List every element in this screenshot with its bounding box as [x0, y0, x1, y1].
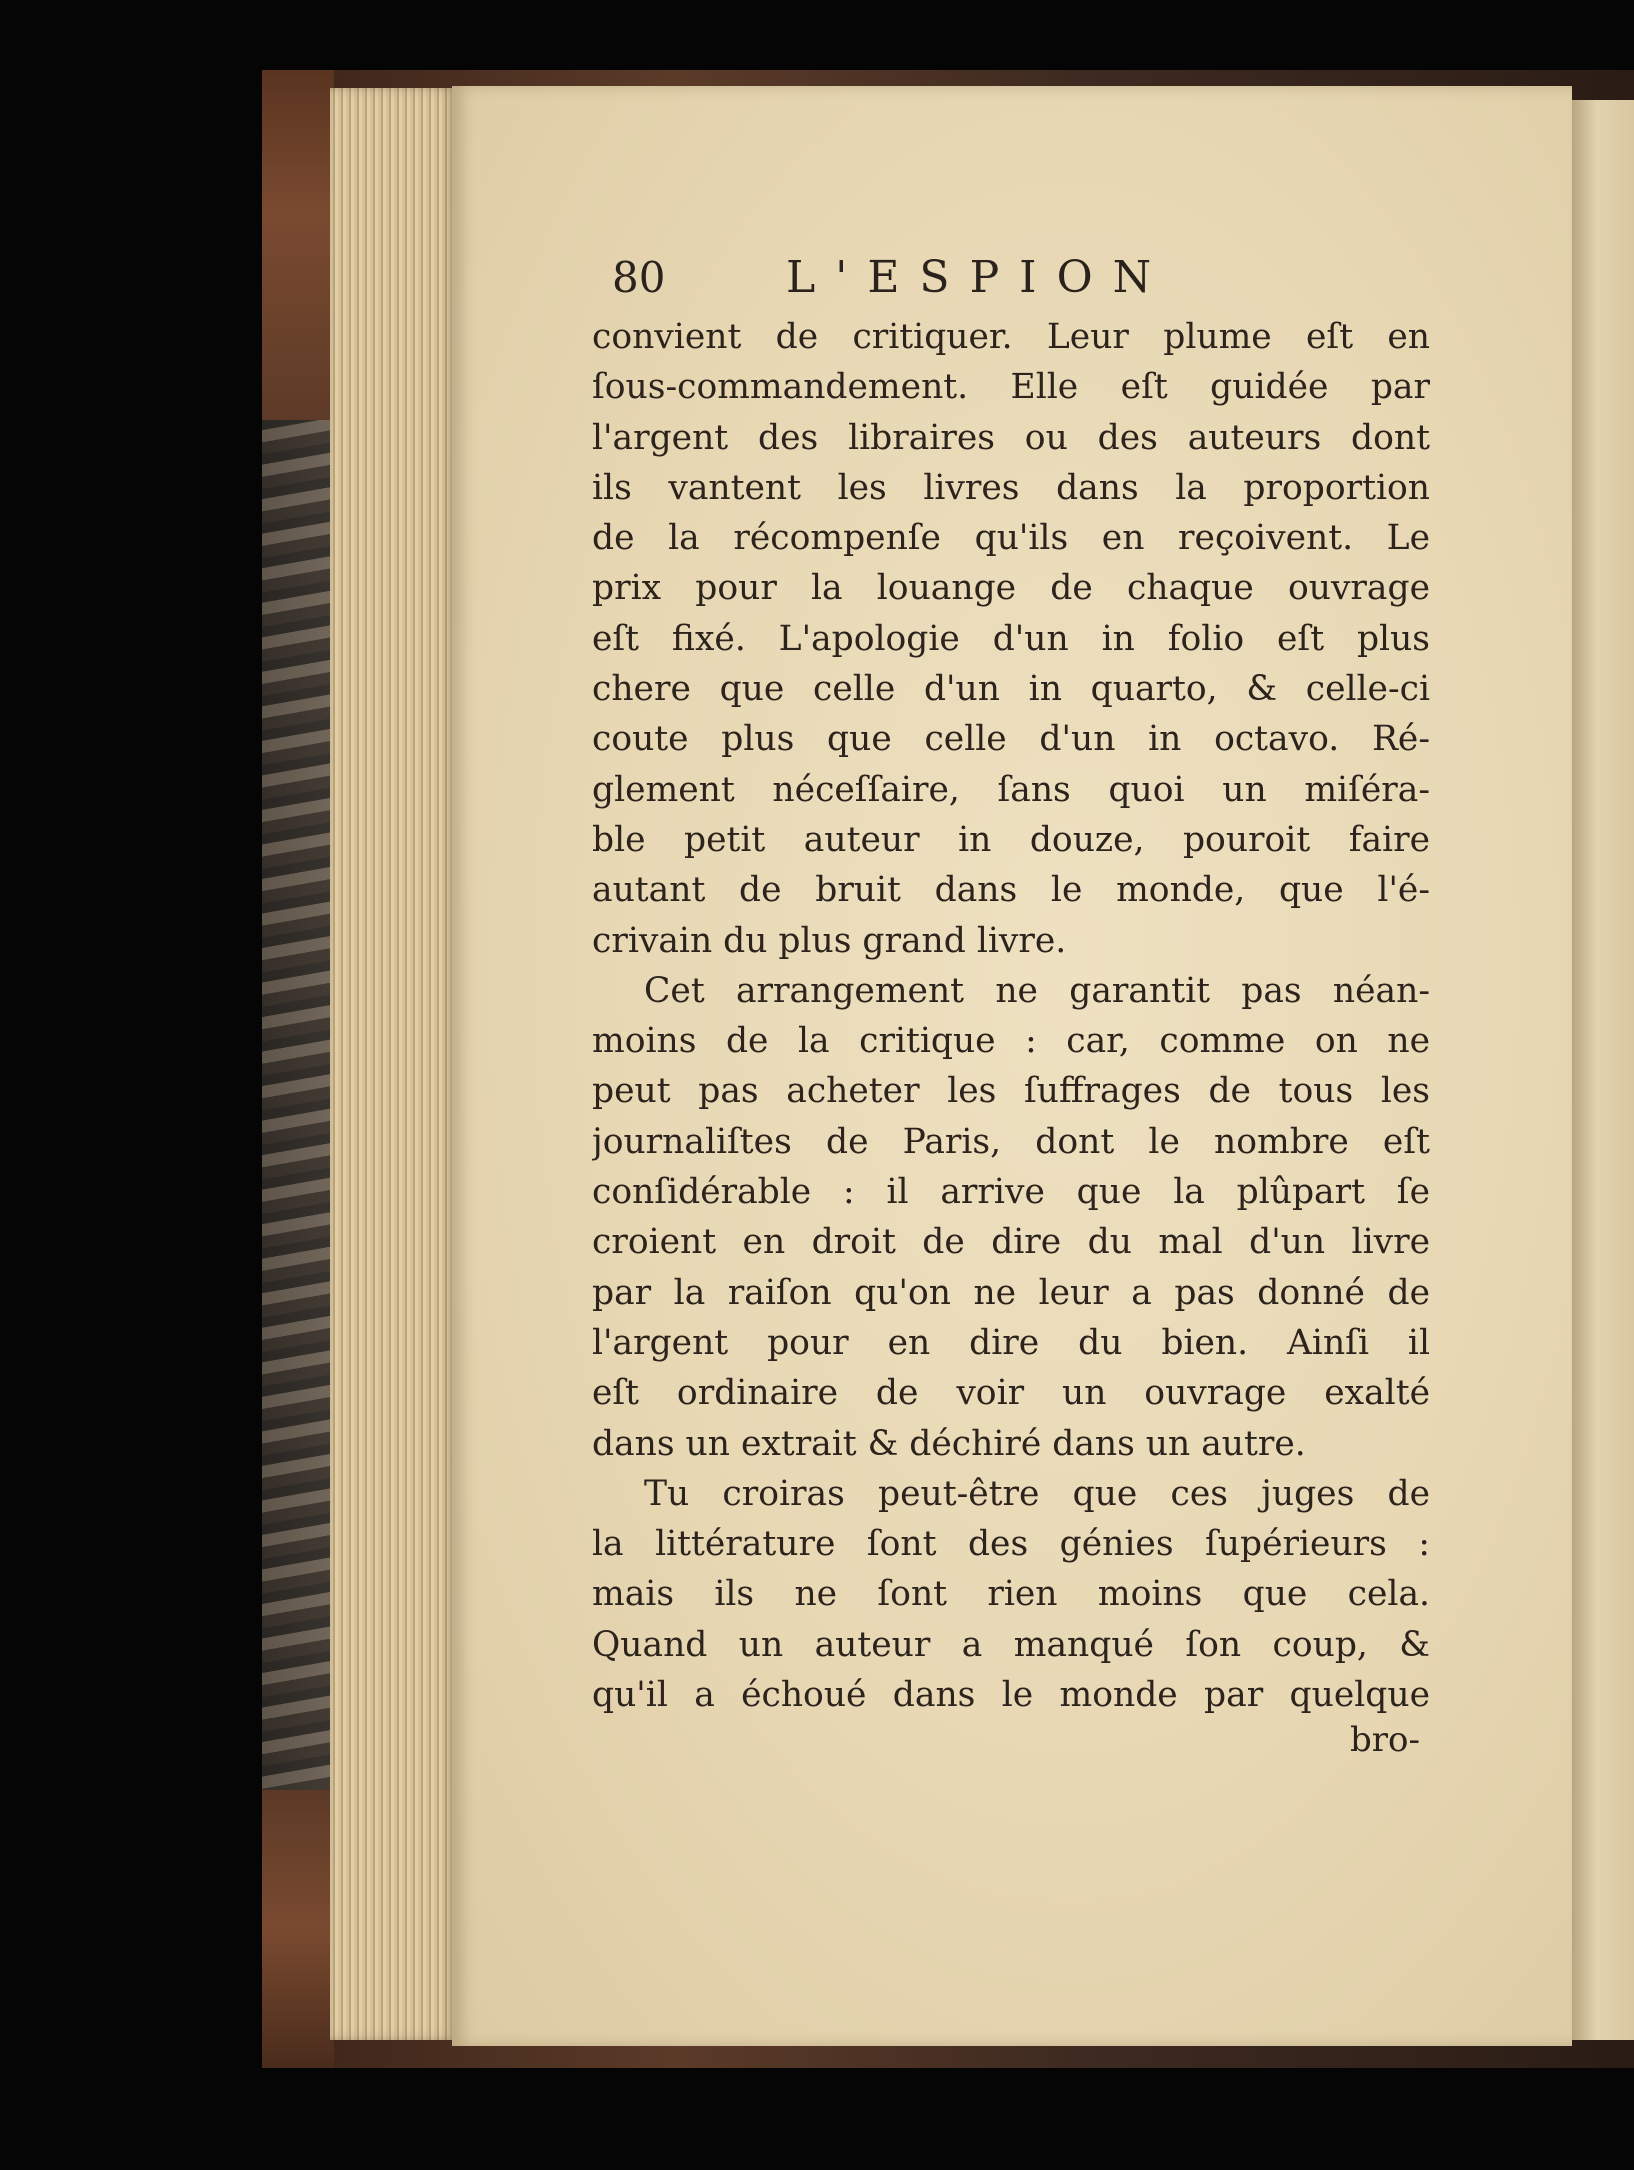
text-line: peut pas acheter les ſuffrages de tous les	[592, 1071, 1430, 1112]
text-line: journaliſtes de Paris, dont le nombre eſt	[592, 1121, 1430, 1162]
leather-spine-bottom	[262, 1790, 334, 2068]
text-line: eſt ordinaire de voir un ouvrage exalté	[592, 1373, 1430, 1414]
text-line: conſidérable : il arrive que la plûpart ſe	[592, 1172, 1430, 1213]
page-number: 80	[612, 253, 666, 302]
text-line: ſous-commandement. Elle eſt guidée par	[592, 367, 1430, 408]
text-line: crivain du plus grand livre.	[592, 920, 1067, 961]
text-line: croient en droit de dire du mal d'un livre	[592, 1222, 1430, 1263]
text-line: Tu croiras peut-être que ces juges de	[644, 1473, 1430, 1514]
text-line: l'argent pour en dire du bien. Ainſi il	[592, 1322, 1430, 1363]
text-line: chere que celle d'un in quarto, & celle-ci	[592, 669, 1430, 710]
page-header	[612, 248, 1232, 308]
text-line: autant de bruit dans le monde, que l'é-	[592, 870, 1430, 911]
text-line: l'argent des libraires ou des auteurs dont	[592, 417, 1430, 458]
marbled-board	[262, 420, 334, 1800]
text-line: glement néceſſaire, ſans quoi un miſéra-	[592, 769, 1430, 810]
text-line: de la récompenſe qu'ils en reçoivent. Le	[592, 518, 1430, 559]
text-line: par la raiſon qu'on ne leur a pas donné de	[592, 1272, 1430, 1313]
text-line: Cet arrangement ne garantit pas néan-	[644, 970, 1430, 1011]
running-title: L'ESPION	[786, 252, 1172, 303]
text-line: la littérature ſont des génies ſupérieurs :	[592, 1524, 1430, 1565]
text-line: prix pour la louange de chaque ouvrage	[592, 568, 1430, 609]
catchword: bro-	[1350, 1720, 1420, 1760]
text-line: coute plus que celle d'un in octavo. Ré-	[592, 719, 1430, 760]
facing-page-edge	[1572, 100, 1634, 2040]
text-line: Quand un auteur a manqué ſon coup, &	[592, 1624, 1430, 1665]
text-line: moins de la critique : car, comme on ne	[592, 1021, 1430, 1062]
text-line: mais ils ne ſont rien moins que cela.	[592, 1574, 1430, 1615]
text-line: ils vantent les livres dans la proportion	[592, 467, 1430, 508]
body-text	[592, 312, 1430, 1720]
text-line: qu'il a échoué dans le monde par quelque	[592, 1675, 1430, 1716]
text-line: dans un extrait & déchiré dans un autre.	[592, 1423, 1306, 1464]
page-edges	[330, 88, 456, 2040]
leather-spine-top	[262, 70, 334, 430]
text-line: eſt fixé. L'apologie d'un in folio eſt plus	[592, 618, 1430, 659]
text-line: convient de critiquer. Leur plume eſt en	[592, 317, 1430, 357]
text-line: ble petit auteur in douze, pouroit faire	[592, 819, 1430, 860]
